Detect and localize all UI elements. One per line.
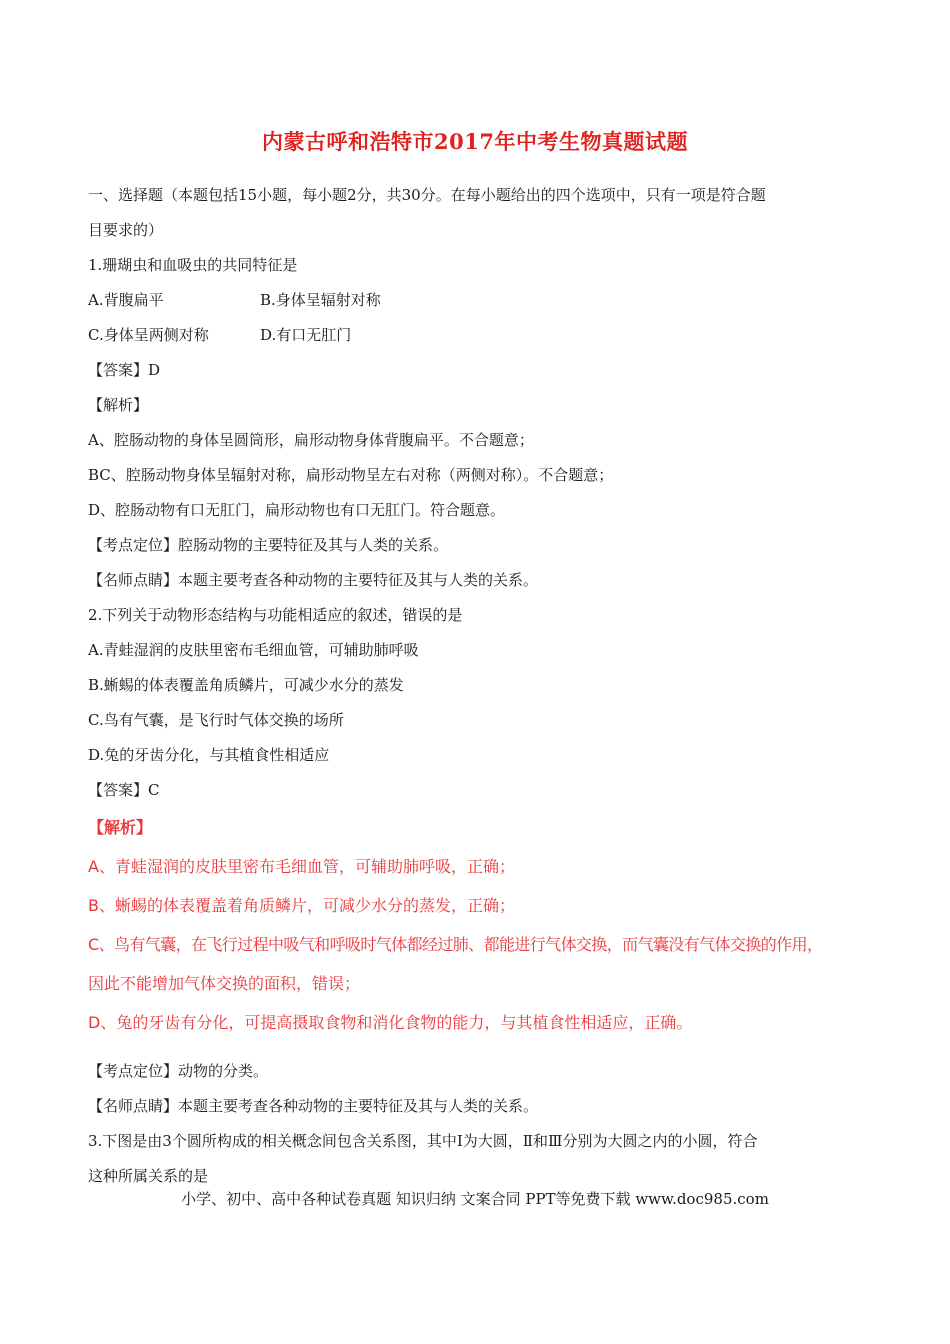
q1-analysis-d: D、腔肠动物有口无肛门，扁形动物也有口无肛门。符合题意。 bbox=[88, 501, 506, 519]
q2-analysis-c: C、鸟有气囊，在飞行过程中吸气和呼吸时气体都经过肺、都能进行气体交换，而气囊没有气体交换的作用， bbox=[88, 935, 823, 954]
q1-analysis-a: A、腔肠动物的身体呈圆筒形，扁形动物身体背腹扁平。不合题意； bbox=[88, 431, 534, 449]
q1-options-row-2 bbox=[88, 318, 878, 353]
section-header-continued: 目要求的） bbox=[88, 221, 164, 239]
page-title: 内蒙古呼和浩特市2017年中考生物真题试题 bbox=[262, 129, 688, 154]
q1-mingshi: 【名师点睛】本题主要考查各种动物的主要特征及其与人类的关系。 bbox=[88, 571, 539, 589]
section-header: 一、选择题（本题包括15小题，每小题2分，共30分。在每小题给出的四个选项中，只有一项是符合题 bbox=[88, 186, 766, 204]
q1-analysis-label: 【解析】 bbox=[88, 396, 149, 414]
q1-option-b: B.身体呈辐射对称 bbox=[260, 291, 381, 309]
q1-stem: 1.珊瑚虫和血吸虫的共同特征是 bbox=[88, 256, 298, 274]
q2-analysis-a: A、青蛙湿润的皮肤里密布毛细血管，可辅助肺呼吸，正确； bbox=[88, 857, 515, 876]
q1-option-d: D.有口无肛门 bbox=[260, 326, 352, 344]
q2-mingshi: 【名师点睛】本题主要考查各种动物的主要特征及其与人类的关系。 bbox=[88, 1097, 539, 1115]
q1-option-c: C.身体呈两侧对称 bbox=[88, 326, 209, 344]
q3-stem-continued: 这种所属关系的是 bbox=[88, 1167, 209, 1185]
q2-option-d: D.兔的牙齿分化，与其植食性相适应 bbox=[88, 746, 330, 764]
q1-analysis-bc: BC、腔肠动物身体呈辐射对称，扁形动物呈左右对称（两侧对称）。不合题意； bbox=[88, 466, 614, 484]
q2-answer: 【答案】C bbox=[88, 781, 160, 799]
q1-options-row-1 bbox=[88, 283, 878, 318]
q3-stem: 3.下图是由3个圆所构成的相关概念间包含关系图，其中Ⅰ为大圆，Ⅱ和Ⅲ分别为大圆之内的小圆，符合 bbox=[88, 1132, 758, 1150]
document-body bbox=[88, 178, 878, 1194]
q2-analysis-b: B、蜥蜴的体表覆盖着角质鳞片，可减少水分的蒸发，正确； bbox=[88, 896, 515, 915]
q2-kaodian: 【考点定位】动物的分类。 bbox=[88, 1062, 269, 1080]
q2-option-c: C.鸟有气囊，是飞行时气体交换的场所 bbox=[88, 711, 344, 729]
q2-option-a: A.青蛙湿润的皮肤里密布毛细血管，可辅助肺呼吸 bbox=[88, 641, 419, 659]
q1-answer: 【答案】D bbox=[88, 361, 161, 379]
page-footer: 小学、初中、高中各种试卷真题 知识归纳 文案合同 PPT等免费下载 www.doc985.com bbox=[181, 1190, 769, 1208]
q2-analysis-c-continued: 因此不能增加气体交换的面积，错误； bbox=[88, 974, 361, 993]
q2-option-b: B.蜥蜴的体表覆盖角质鳞片，可减少水分的蒸发 bbox=[88, 676, 404, 694]
q1-option-a: A.背腹扁平 bbox=[88, 291, 164, 309]
q2-stem: 2.下列关于动物形态结构与功能相适应的叙述，错误的是 bbox=[88, 606, 463, 624]
q2-analysis-label: 【解析】 bbox=[88, 818, 153, 837]
q1-kaodian: 【考点定位】腔肠动物的主要特征及其与人类的关系。 bbox=[88, 536, 449, 554]
spacer bbox=[88, 1042, 878, 1054]
q2-analysis-d: D、兔的牙齿有分化，可提高摄取食物和消化食物的能力，与其植食性相适应，正确。 bbox=[88, 1013, 693, 1032]
